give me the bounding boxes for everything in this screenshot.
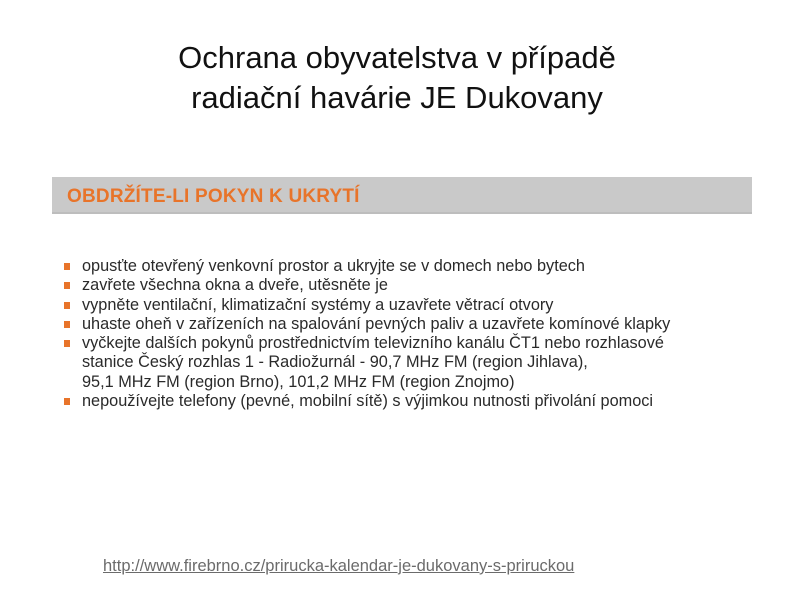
list-item [62,315,752,334]
source-link[interactable]: http://www.firebrno.cz/prirucka-kalendar-je-dukovany-s-priruckou [103,557,575,575]
section-banner [52,177,752,214]
title-line-1: Ochrana obyvatelstva v případě [178,40,616,75]
square-bullet-icon [64,340,70,347]
banner-heading: OBDRŽÍTE-LI POKYN K UKRYTÍ [67,186,360,207]
list-item-text: nepoužívejte telefony (pevné, mobilní sítě) s výjimkou nutnosti přivolání pomoci [82,392,654,411]
list-item-text: zavřete všechna okna a dveře, utěsněte je [82,276,388,295]
list-item-text: vyčkejte dalších pokynů prostřednictvím televizního kanálu ČT1 nebo rozhlasové [82,334,664,353]
list-item [62,257,752,276]
list-item [62,392,752,411]
square-bullet-icon [64,398,70,405]
slide-title [0,38,794,118]
list-item-text: uhaste oheň v zařízeních na spalování pevných paliv a uzavřete komínové klapky [82,314,671,333]
square-bullet-icon [64,282,70,289]
list-item-text-continued: 95,1 MHz FM (region Brno), 101,2 MHz FM (region Znojmo) [82,372,515,391]
list-item [62,296,752,315]
list-item [62,334,752,392]
instructions-list [62,257,752,411]
square-bullet-icon [64,263,70,270]
list-item [62,276,752,295]
square-bullet-icon [64,321,70,328]
list-item-text-continued: stanice Český rozhlas 1 - Radiožurnál - 90,7 MHz FM (region Jihlava), [82,353,588,372]
title-line-2: radiační havárie JE Dukovany [191,80,603,115]
square-bullet-icon [64,302,70,309]
list-item-text: opusťte otevřený venkovní prostor a ukryjte se v domech nebo bytech [82,257,585,275]
list-item-text: vypněte ventilační, klimatizační systémy a uzavřete větrací otvory [82,295,554,314]
